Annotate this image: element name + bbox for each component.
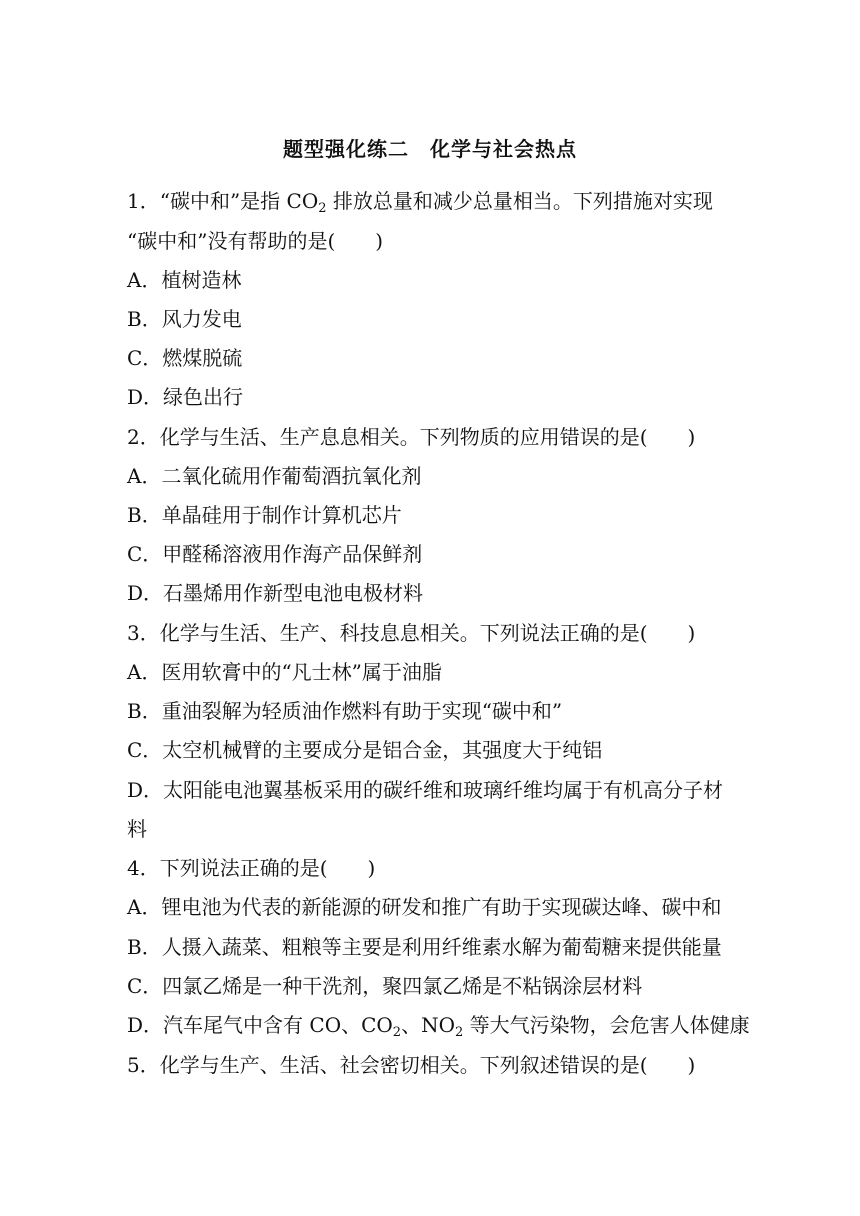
question-2-stem: 2．化学与生活、生产息息相关。下列物质的应用错误的是( ) <box>127 425 696 449</box>
q2-option-c: C．甲醛稀溶液用作海产品保鲜剂 <box>127 542 423 566</box>
q4-option-b: B．人摄入蔬菜、粗粮等主要是利用纤维素水解为葡萄糖来提供能量 <box>127 935 722 959</box>
q4-option-d-subscript-2: 2 <box>454 1025 464 1040</box>
q3-option-b: B．重油裂解为轻质油作燃料有助于实现“碳中和” <box>127 699 563 723</box>
page-title: 题型强化练二 化学与社会热点 <box>283 137 577 161</box>
q4-option-d <box>127 1012 750 1040</box>
q4-option-c: C．四氯乙烯是一种干洗剂，聚四氯乙烯是不粘锅涂层材料 <box>127 974 643 998</box>
question-4-stem: 4．下列说法正确的是( ) <box>127 856 376 880</box>
q4-option-d-subscript-1: 2 <box>392 1025 402 1040</box>
question-3-stem: 3．化学与生活、生产、科技息息相关。下列说法正确的是( ) <box>127 621 696 645</box>
q3-option-d-continued: 料 <box>127 817 147 841</box>
question-1-stem-line-2: “碳中和”没有帮助的是( ) <box>127 229 384 253</box>
q1-stem-part-b: 排放总量和减少总量相当。下列措施对实现 <box>326 189 713 213</box>
q3-option-d: D．太阳能电池翼基板采用的碳纤维和玻璃纤维均属于有机高分子材 <box>127 778 724 802</box>
q3-option-c: C．太空机械臂的主要成分是铝合金，其强度大于纯铝 <box>127 738 603 762</box>
q4-option-d-part-c: 等大气污染物，会危害人体健康 <box>463 1013 750 1037</box>
question-1-stem <box>127 188 747 214</box>
q2-option-b: B．单晶硅用于制作计算机芯片 <box>127 503 402 527</box>
q1-option-a: A．植树造林 <box>127 268 242 292</box>
q4-option-a: A．锂电池为代表的新能源的研发和推广有助于实现碳达峰、碳中和 <box>127 895 722 919</box>
q2-option-d: D．石墨烯用作新型电池电极材料 <box>127 581 424 605</box>
q1-stem-subscript: 2 <box>318 201 327 216</box>
q1-option-c: C．燃煤脱硫 <box>127 346 243 370</box>
q4-option-d-part-a: D．汽车尾气中含有 CO、CO <box>127 1013 393 1037</box>
q1-stem-part-a: 1．“碳中和”是指 CO <box>127 189 319 213</box>
q4-option-d-part-b: 、NO <box>401 1013 455 1037</box>
q1-option-b: B．风力发电 <box>127 307 242 331</box>
q2-option-a: A．二氧化硫用作葡萄酒抗氧化剂 <box>127 464 422 488</box>
q1-option-d: D．绿色出行 <box>127 385 244 409</box>
q3-option-a: A．医用软膏中的“凡士林”属于油脂 <box>127 660 442 684</box>
question-5-stem: 5．化学与生产、生活、社会密切相关。下列叙述错误的是( ) <box>127 1053 696 1077</box>
